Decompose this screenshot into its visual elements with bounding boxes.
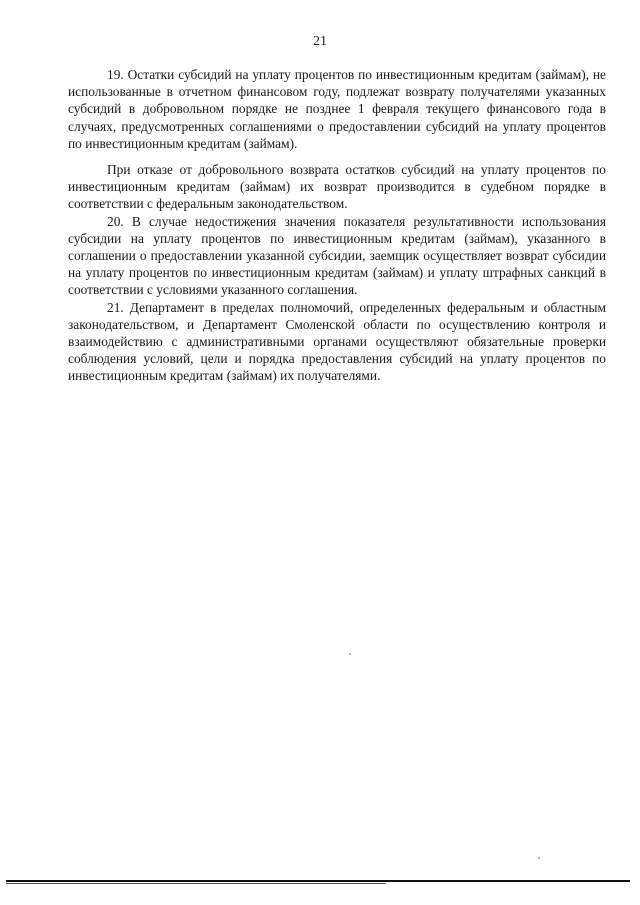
document-body — [68, 66, 606, 385]
paragraph-refusal-return: При отказе от добровольного возврата остатков субсидий на уплату процентов по инвестиционным кредитам (займам) их возврат производится в судебном порядке в соответствии с федеральным законодательством. — [68, 162, 606, 212]
scan-speck — [349, 653, 351, 655]
page-bottom-rule-shadow — [6, 883, 386, 884]
paragraph-19: 19. Остатки субсидий на уплату процентов по инвестиционным кредитам (займам), не использованные в отчетном финансовом году, подлежат возврату получателями указанных субсидий в добровольном порядке не позднее 1 февраля текущего финансового года в случаях, предусмотренных соглашениями о предоставлении субсидий на уплату процентов по инвестиционным кредитам (займам). — [68, 67, 606, 151]
paragraph-20: 20. В случае недостижения значения показателя результативности использования субсидии на уплату процентов по инвестиционным кредитам (займам), указанного в соглашении о предоставлении указанной субсидии, заемщик осуществляет возврат субсидии на уплату процентов по инвестиционным кредитам (займам) и уплату штрафных санкций в соответствии с условиями указанного соглашения. — [68, 213, 606, 298]
page-number: 21 — [313, 34, 327, 49]
paragraph-21: 21. Департамент в пределах полномочий, определенных федеральным и областным законодательством, и Департамент Смоленской области по осуществлению контроля и взаимодействию с административными органами осуществляют обязательные проверки соблюдения условий, цели и порядка предоставления субсидий на уплату процентов по инвестиционным кредитам (займам) их получателями. — [68, 299, 606, 384]
scan-speck — [538, 857, 540, 859]
page-bottom-rule — [6, 880, 630, 882]
